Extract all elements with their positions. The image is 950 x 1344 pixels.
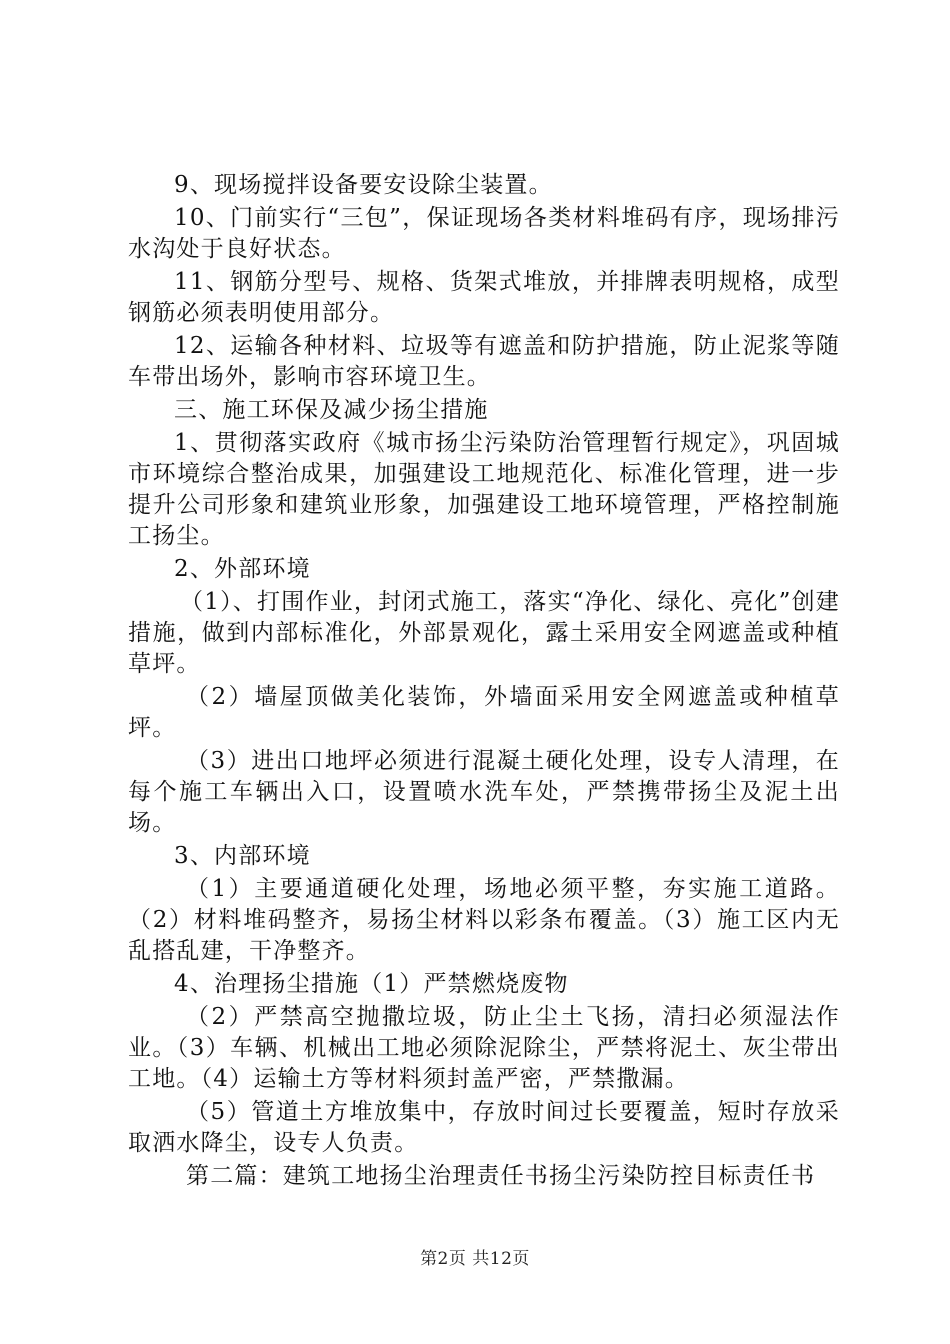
- paragraph-external-3: （3）进出口地坪必须进行混凝土硬化处理，设专人清理，在每个施工车辆出入口，设置喷水洗车处，严禁携带扬尘及泥土出场。: [128, 748, 840, 836]
- paragraph-internal: （1）主要通道硬化处理，场地必须平整，夯实施工道路。（2）材料堆码整齐，易扬尘材料以彩条布覆盖。（3）施工区内无乱搭乱建，干净整齐。: [128, 876, 840, 964]
- paragraph-measure-1: 1、贯彻落实政府《城市扬尘污染防治管理暂行规定》，巩固城市环境综合整治成果，加强建设工地规范化、标准化管理，进一步提升公司形象和建筑业形象，加强建设工地环境管理，严格控制施工扬尘。: [128, 430, 840, 549]
- subheading-dust-control: 4、治理扬尘措施（1）严禁燃烧废物: [174, 971, 569, 997]
- page-number-footer: 第2页 共12页: [420, 1249, 530, 1269]
- document-body: [128, 170, 840, 1194]
- paragraph-item-9: 9、现场搅拌设备要安设除尘装置。: [174, 172, 553, 198]
- paragraph-dust-control-1: （2）严禁高空抛撒垃圾，防止尘土飞扬，清扫必须湿法作业。（3）车辆、机械出工地必须除泥除尘，严禁将泥土、灰尘带出工地。（4）运输土方等材料须封盖严密，严禁撒漏。: [128, 1004, 840, 1092]
- paragraph-dust-control-2: （5）管道土方堆放集中，存放时间过长要覆盖，短时存放采取洒水降尘，设专人负责。: [128, 1099, 840, 1156]
- paragraph-external-2: （2）墙屋顶做美化装饰，外墙面采用安全网遮盖或种植草坪。: [128, 684, 840, 741]
- paragraph-item-11: 11、钢筋分型号、规格、货架式堆放，并排牌表明规格，成型钢筋必须表明使用部分。: [128, 269, 840, 326]
- paragraph-item-10: 10、门前实行“三包”，保证现场各类材料堆码有序，现场排污水沟处于良好状态。: [128, 205, 840, 262]
- paragraph-item-12: 12、运输各种材料、垃圾等有遮盖和防护措施，防止泥浆等随车带出场外，影响市容环境卫生。: [128, 333, 840, 390]
- subheading-external: 2、外部环境: [174, 556, 311, 582]
- paragraph-external-1: （1）、打围作业，封闭式施工，落实“净化、绿化、亮化”创建措施，做到内部标准化，外部景观化，露土采用安全网遮盖或种植草坪。: [128, 589, 840, 677]
- section-heading: 三、施工环保及减少扬尘措施: [174, 397, 489, 423]
- chapter-title: 第二篇：建筑工地扬尘治理责任书扬尘污染防控目标责任书: [186, 1163, 816, 1189]
- subheading-internal: 3、内部环境: [174, 843, 311, 869]
